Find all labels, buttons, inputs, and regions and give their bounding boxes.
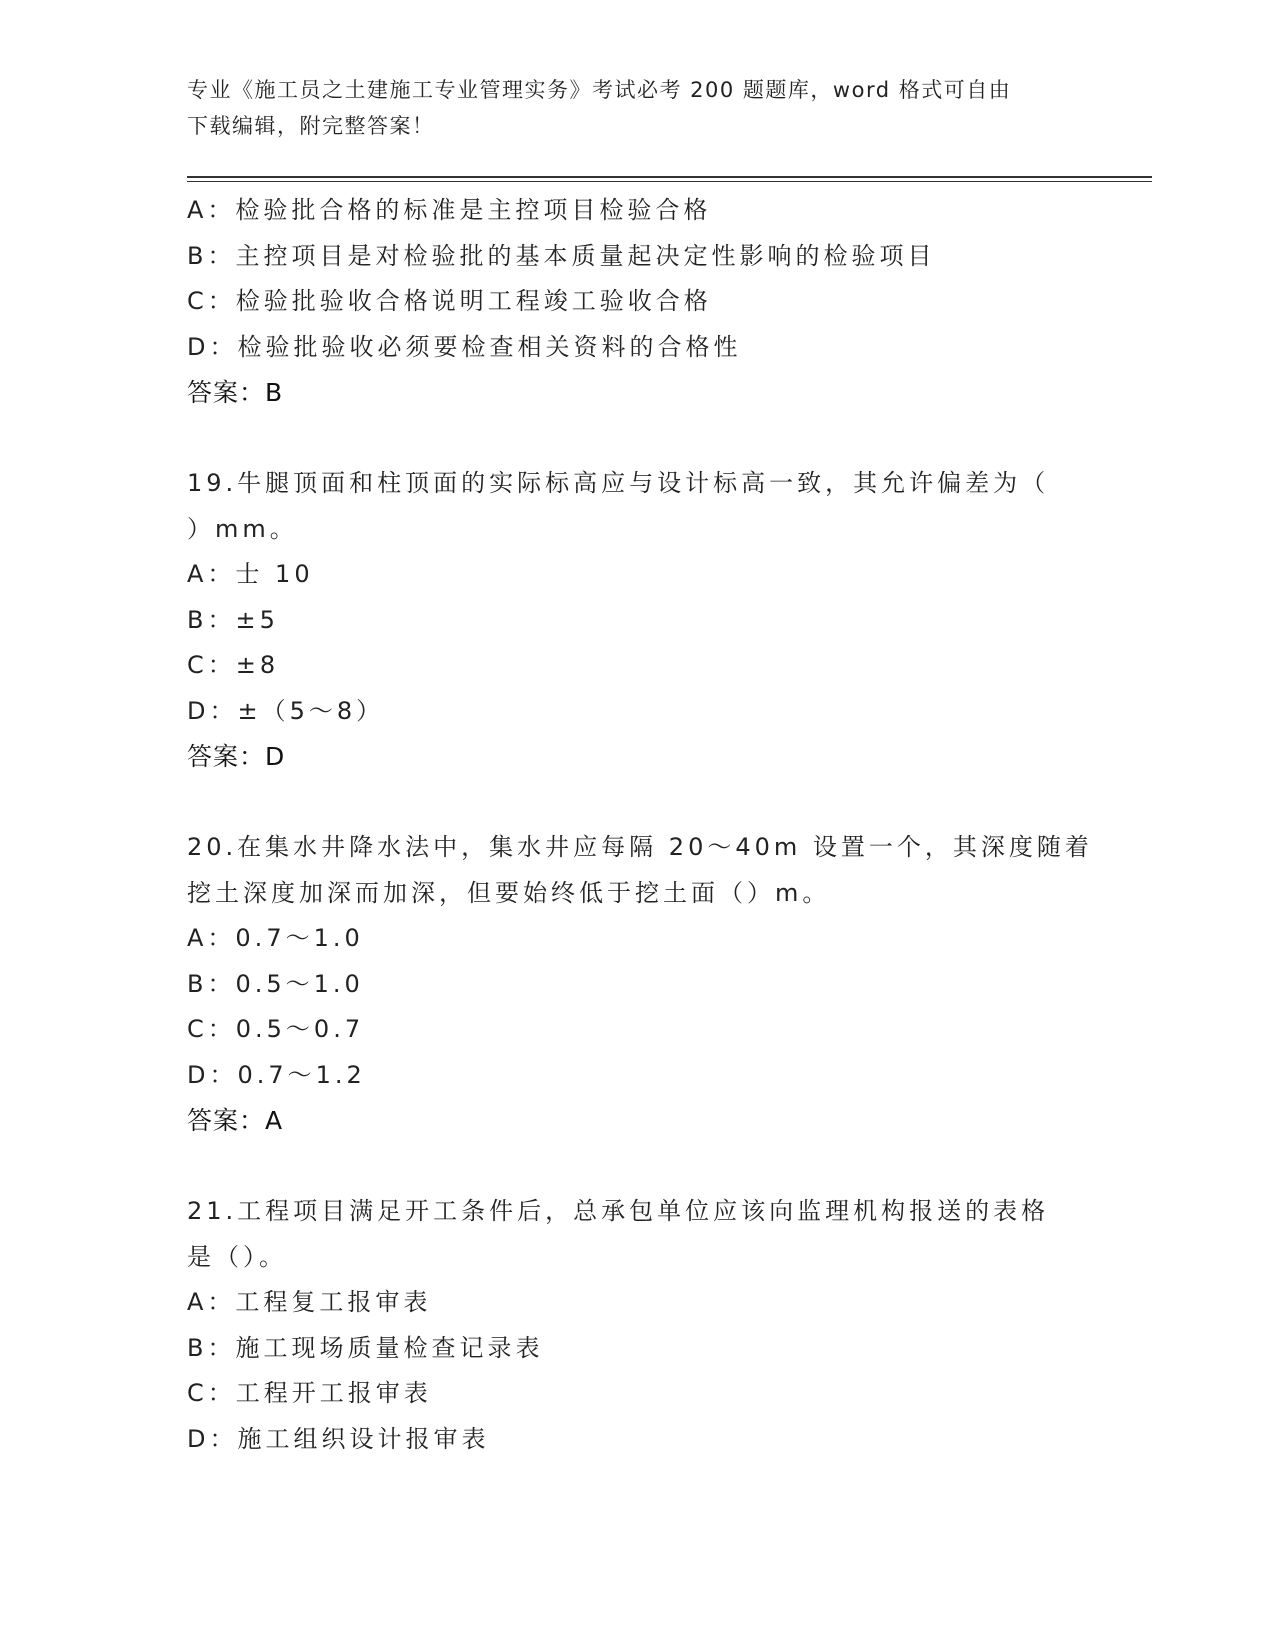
- option-d: D：±（5～8）: [187, 696, 385, 725]
- answer-text: 答案：D: [187, 742, 286, 771]
- question-block: [187, 188, 1087, 416]
- answer-text: 答案：B: [187, 378, 284, 407]
- option-a: A：检验批合格的标准是主控项目检验合格: [187, 196, 712, 224]
- question-block: [187, 1189, 1087, 1462]
- question-block: [187, 825, 1093, 1144]
- option-b: B：0.5～1.0: [187, 969, 364, 998]
- option-c: C：工程开工报审表: [187, 1379, 432, 1407]
- option-c: C：0.5～0.7: [187, 1015, 365, 1043]
- option-c: C：检验批验收合格说明工程竣工验收合格: [187, 287, 712, 315]
- spacer: [187, 416, 1087, 462]
- question-stem-line: 19.牛腿顶面和柱顶面的实际标高应与设计标高一致，其允许偏差为（: [187, 469, 1050, 497]
- spacer: [187, 780, 1087, 826]
- option-d: D：施工组织设计报审表: [187, 1424, 490, 1453]
- question-stem-line: 21.工程项目满足开工条件后，总承包单位应该向监理机构报送的表格: [187, 1197, 1050, 1225]
- question-list: [187, 188, 1093, 1462]
- option-d: D：0.7～1.2: [187, 1060, 366, 1089]
- option-a: A：工程复工报审表: [187, 1288, 432, 1316]
- option-c: C：±8: [187, 651, 280, 679]
- document-header: [187, 72, 1067, 144]
- question-stem-line: 是（）。: [187, 1242, 287, 1271]
- header-line-1: 专业《施工员之土建施工专业管理实务》考试必考 200 题题库，word 格式可自由: [187, 78, 1012, 102]
- spacer: [187, 1144, 1087, 1190]
- option-b: B：±5: [187, 605, 279, 634]
- option-b: B：施工现场质量检查记录表: [187, 1333, 544, 1362]
- option-b: B：主控项目是对检验批的基本质量起决定性影响的检验项目: [187, 241, 936, 270]
- question-stem-line: ）mm。: [187, 514, 298, 543]
- question-stem-line: 挖土深度加深而加深，但要始终低于挖土面（）m。: [187, 878, 831, 907]
- header-divider-thin: [187, 181, 1152, 182]
- question-stem-line: 20.在集水井降水法中，集水井应每隔 20～40m 设置一个，其深度随着: [187, 833, 1093, 861]
- option-d: D：检验批验收必须要检查相关资料的合格性: [187, 332, 742, 361]
- question-block: [187, 461, 1087, 780]
- header-line-2: 下载编辑，附完整答案！: [187, 114, 435, 138]
- header-divider-thick: [187, 176, 1152, 178]
- answer-text: 答案：A: [187, 1106, 284, 1135]
- option-a: A：0.7～1.0: [187, 924, 364, 952]
- option-a: A：士 10: [187, 560, 314, 588]
